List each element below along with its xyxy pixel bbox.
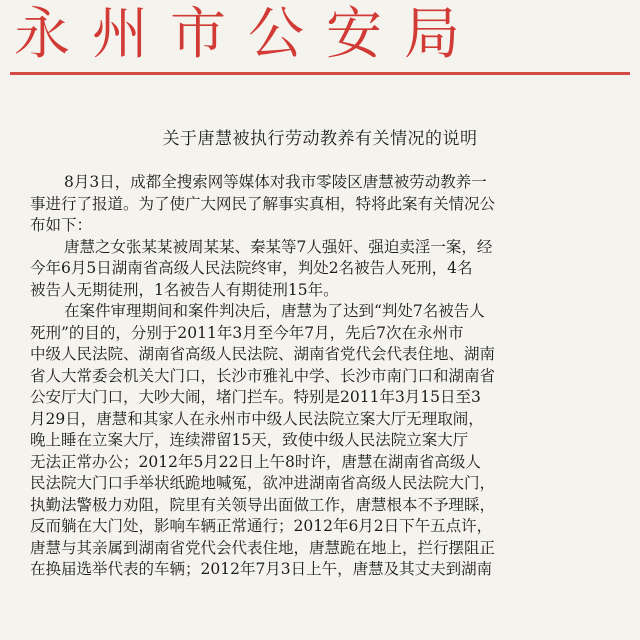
text-line: 布如下：: [30, 216, 93, 234]
text-line: 死刑”的目的，分别于2011年3月至今年7月，先后7次在永州市: [30, 323, 464, 342]
letterhead: [0, 0, 640, 72]
paragraph: [30, 172, 614, 237]
text-line: 唐慧之女张某某被周某某、秦某等7人强奸、强迫卖淫一案，经: [64, 237, 493, 256]
text-line: 晚上睡在立案大厅，连续滞留15天，致使中级人民法院立案大厅: [30, 431, 469, 449]
text-line: 执勤法警极力劝阻，院里有关领导出面做工作，唐慧根本不予理睬，: [30, 495, 496, 514]
text-line: 公安厅大门口，大吵大闹，堵门拦车。特别是2011年3月15日至3: [30, 388, 481, 406]
text-line: 中级人民法院、湖南省高级人民法院、湖南省党代会代表住地、湖南: [30, 345, 496, 363]
paragraph: [30, 301, 614, 581]
text-line: 月29日，唐慧和其家人在永州市中级人民法院立案大厅无理取闹，: [30, 409, 484, 428]
document-title: 关于唐慧被执行劳动教养有关情况的说明: [162, 129, 478, 149]
text-line: 在案件审理期间和案件判决后，唐慧为了达到“判处7名被告人: [64, 302, 485, 320]
organization-name: 永州市公安局: [14, 2, 482, 67]
text-line: 唐慧与其亲属到湖南省党代会代表住地，唐慧跪在地上，拦行摆阻正: [30, 538, 496, 557]
text-line: 8月3日，成都全搜索网等媒体对我市零陵区唐慧被劳动教养一: [64, 173, 487, 191]
paragraph: [30, 237, 614, 302]
text-line: 省人大常委会机关大门口，长沙市雅礼中学、长沙市南门口和湖南省: [30, 366, 496, 385]
text-line: 反而躺在大门处，影响车辆正常通行；2012年6月2日下午五点许，: [30, 517, 493, 535]
text-line: 事进行了报道。为了使广大网民了解事实真相，特将此案有关情况公: [30, 194, 496, 213]
text-line: 被告人无期徒刑，1名被告人有期徒刑15年。: [30, 280, 339, 299]
text-line: 无法正常办公；2012年5月22日上午8时许，唐慧在湖南省高级人: [30, 452, 481, 471]
text-line: 今年6月5日湖南省高级人民法院终审，判处2名被告人死刑，4名: [30, 259, 473, 277]
text-line: 在换届选举代表的车辆；2012年7月3日上午，唐慧及其丈夫到湖南: [30, 560, 493, 578]
document-body: [30, 172, 614, 581]
red-divider-line: [10, 72, 630, 75]
text-line: 民法院大门口手举状纸跪地喊冤，欲冲进湖南省高级人民法院大门，: [30, 474, 496, 492]
